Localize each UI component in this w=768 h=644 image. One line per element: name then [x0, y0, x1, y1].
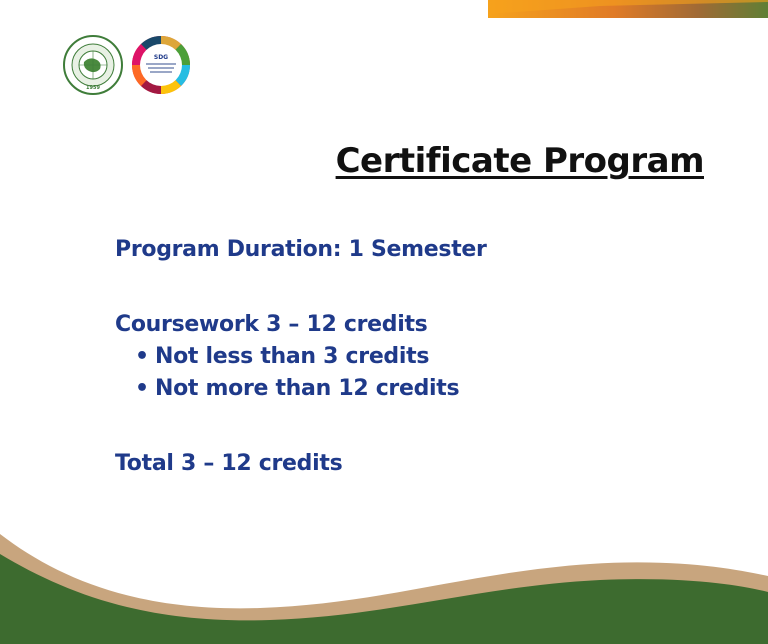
bullet-icon: • — [135, 376, 149, 401]
program-details — [115, 234, 487, 480]
list-item: • Not less than 3 credits — [115, 341, 487, 373]
coursework-list — [115, 341, 487, 405]
bullet-icon: • — [135, 344, 149, 369]
footer-wave — [0, 520, 768, 644]
sdg-label: SDG — [153, 54, 169, 61]
sdg-wheel-logo — [132, 36, 190, 94]
coursework-heading: Coursework 3 – 12 credits — [115, 312, 428, 337]
page-title: Certificate Program — [335, 141, 704, 181]
list-item: • Not more than 12 credits — [115, 373, 487, 405]
ait-seal-logo — [64, 36, 122, 94]
ait-year-text: 1959 — [86, 85, 100, 91]
total-credits: Total 3 – 12 credits — [115, 451, 343, 476]
program-duration: Program Duration: 1 Semester — [115, 237, 487, 262]
header-logos — [62, 34, 192, 96]
top-accent-bar — [0, 0, 768, 20]
